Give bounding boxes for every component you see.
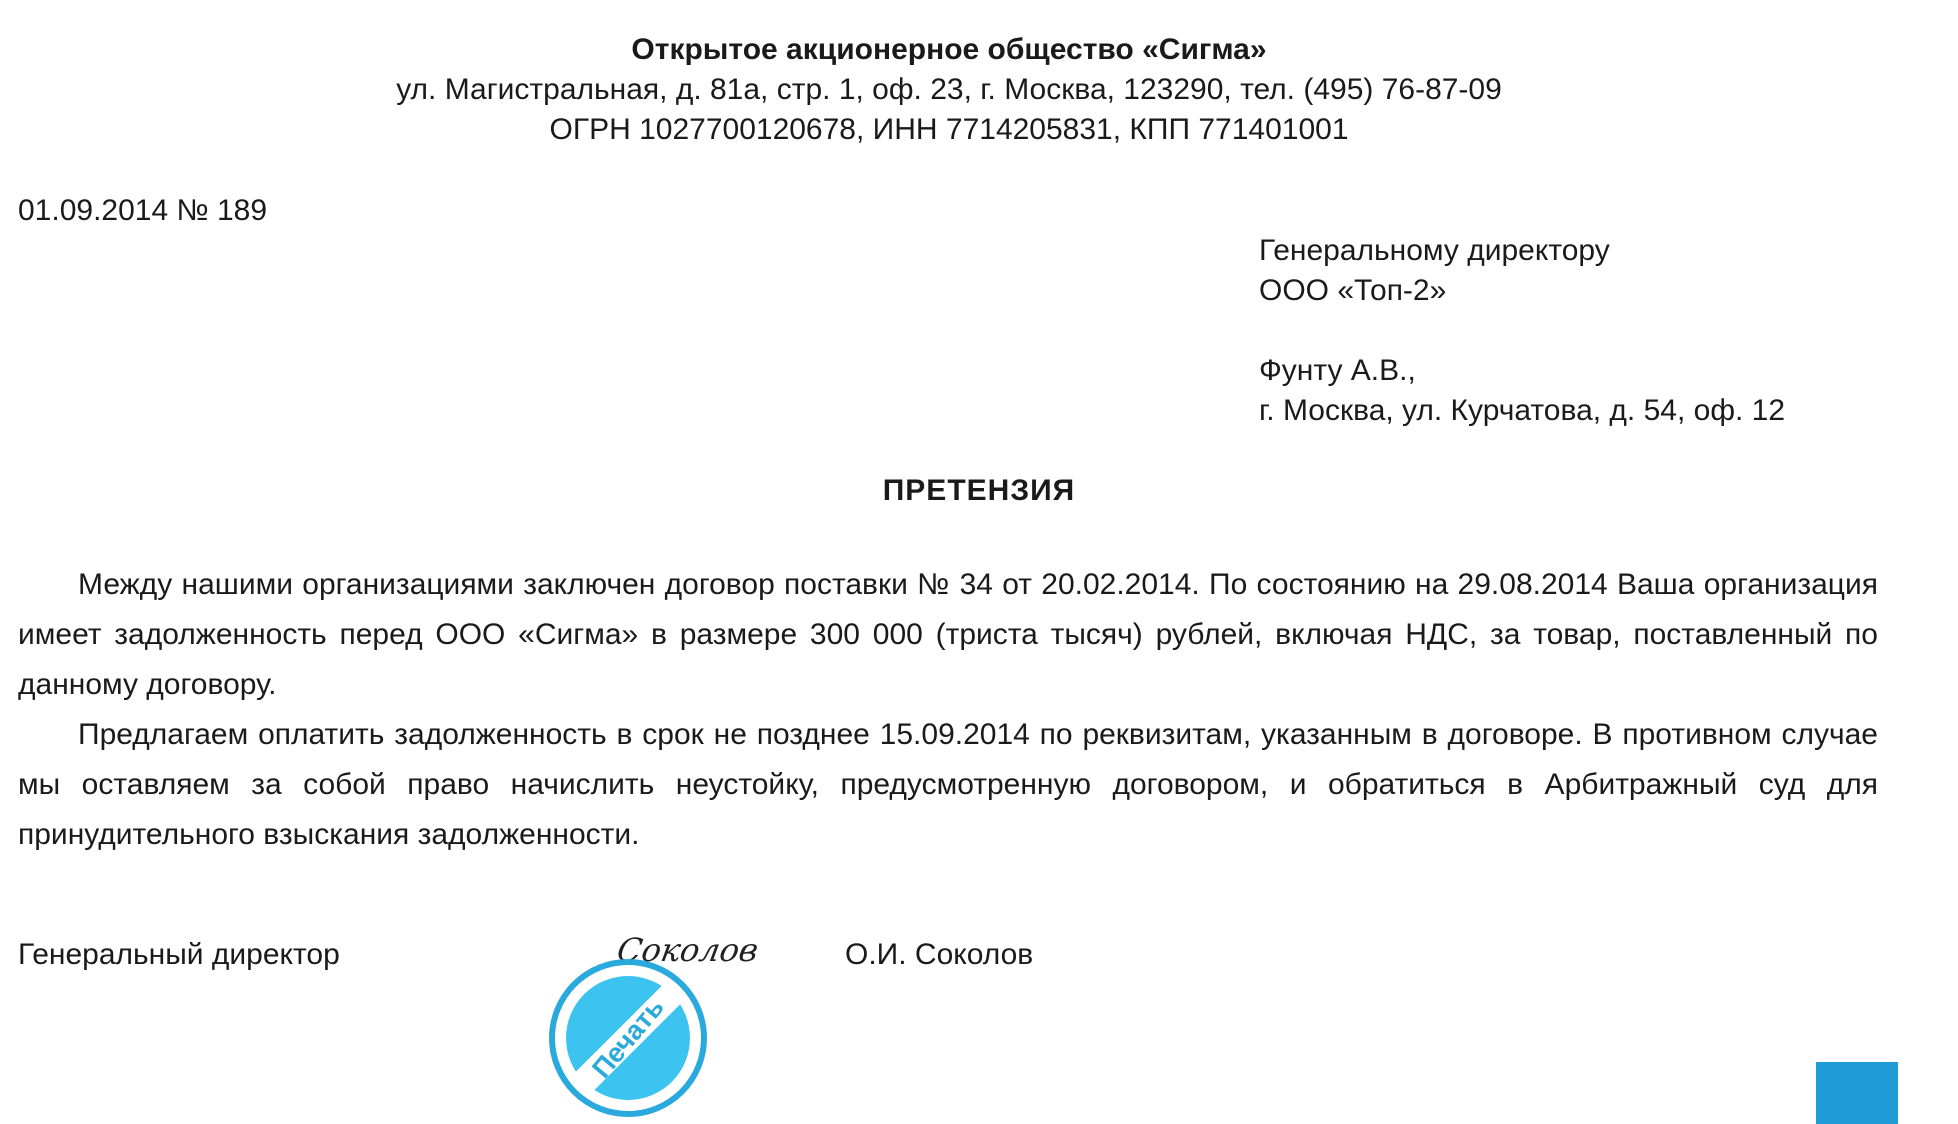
company-address: ул. Магистральная, д. 81а, стр. 1, оф. 23, г. Москва, 123290, тел. (495) 76-87-09 (396, 73, 1502, 106)
claim-paragraph-debt: Между нашими организациями заключен договор поставки № 34 от 20.02.2014. По состоянию на 29.08.2014 Ваша организация имеет задолженность перед ООО «Сигма» в размере 300 000 (триста тысяч) рублей, включая НДС, за товар, поставленный по данному договору. (18, 568, 1878, 701)
signatory-position: Генеральный директор (18, 938, 340, 971)
addressee-company: ООО «Топ-2» (1259, 274, 1447, 307)
addressee-name: Фунту А.В., (1259, 354, 1416, 387)
company-registration: ОГРН 1027700120678, ИНН 7714205831, КПП 771401001 (549, 113, 1349, 146)
document-title: ПРЕТЕНЗИЯ (882, 474, 1076, 507)
stamp-label: Печать (586, 992, 670, 1084)
company-stamp (548, 958, 708, 1118)
addressee-address: г. Москва, ул. Курчатова, д. 54, оф. 12 (1259, 394, 1786, 427)
addressee-block (1259, 231, 1785, 431)
addressee-spacer (1259, 311, 1785, 351)
letterhead (0, 30, 1898, 150)
document-date-number: 01.09.2014 № 189 (18, 194, 268, 227)
addressee-position: Генеральному директору (1259, 234, 1610, 267)
claim-body (18, 560, 1878, 860)
company-name: Открытое акционерное общество «Сигма» (631, 33, 1267, 66)
corner-accent (1816, 1062, 1898, 1124)
signatory-name: О.И. Соколов (845, 938, 1034, 971)
claim-paragraph-demand: Предлагаем оплатить задолженность в срок не позднее 15.09.2014 по реквизитам, указанным в договоре. В противном случае мы оставляем за собой право начислить неустойку, предусмотренную договором, и обратиться в Арбитражный суд для принудительного взыскания задолженности. (18, 718, 1878, 851)
handwritten-signature-text: Соколов (614, 931, 762, 969)
